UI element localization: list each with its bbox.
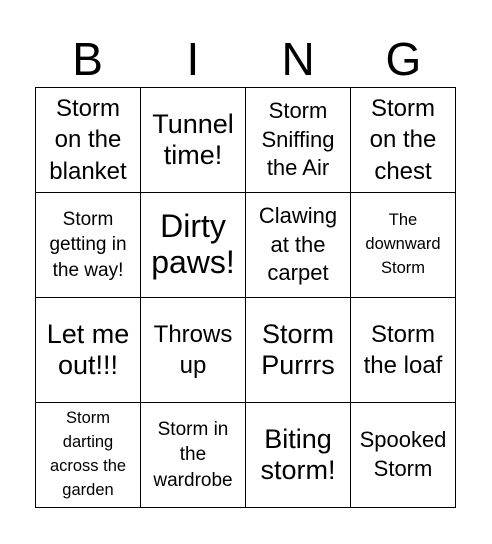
bingo-cell[interactable] xyxy=(351,193,456,298)
cell-text: Tunnel time! xyxy=(152,109,234,170)
bingo-cell[interactable] xyxy=(141,193,246,298)
bingo-cell[interactable] xyxy=(36,298,141,403)
bingo-cell[interactable] xyxy=(351,88,456,193)
header-letter-n: N xyxy=(281,33,315,85)
cell-text: Storm in the wardrobe xyxy=(153,418,233,491)
bingo-cell[interactable] xyxy=(141,403,246,508)
bingo-cell[interactable] xyxy=(246,298,351,403)
bingo-header xyxy=(35,30,456,88)
bingo-cell[interactable] xyxy=(246,403,351,508)
bingo-cell[interactable] xyxy=(36,193,141,298)
cell-text: Biting storm! xyxy=(260,424,336,485)
cell-text: Storm Sniffing the Air xyxy=(261,98,335,181)
bingo-cell[interactable] xyxy=(36,88,141,193)
cell-text: Storm on the chest xyxy=(369,95,437,185)
cell-text: Storm getting in the way! xyxy=(49,208,127,281)
bingo-cell[interactable] xyxy=(141,298,246,403)
bingo-card-grid xyxy=(35,87,456,508)
cell-text: Storm darting across the garden xyxy=(49,409,127,499)
header-letter-b: B xyxy=(72,33,103,85)
header-letter-i: I xyxy=(186,33,200,85)
cell-text: Storm the loaf xyxy=(363,320,443,379)
cell-text: Dirty paws! xyxy=(151,208,235,280)
header-letter-g: G xyxy=(385,33,422,85)
cell-text: Clawing at the carpet xyxy=(258,203,338,286)
cell-text: Spooked Storm xyxy=(359,427,447,481)
cell-text: Storm Purrrs xyxy=(261,319,335,380)
cell-text: Throws up xyxy=(153,320,233,379)
cell-text: Storm on the blanket xyxy=(49,95,127,185)
bingo-cell[interactable] xyxy=(141,88,246,193)
bingo-cell[interactable] xyxy=(246,193,351,298)
cell-text: Let me out!!! xyxy=(46,319,130,380)
bingo-cell[interactable] xyxy=(36,403,141,508)
bingo-cell[interactable] xyxy=(246,88,351,193)
bingo-cell[interactable] xyxy=(351,403,456,508)
cell-text: The downward Storm xyxy=(365,211,441,277)
bingo-cell[interactable] xyxy=(351,298,456,403)
